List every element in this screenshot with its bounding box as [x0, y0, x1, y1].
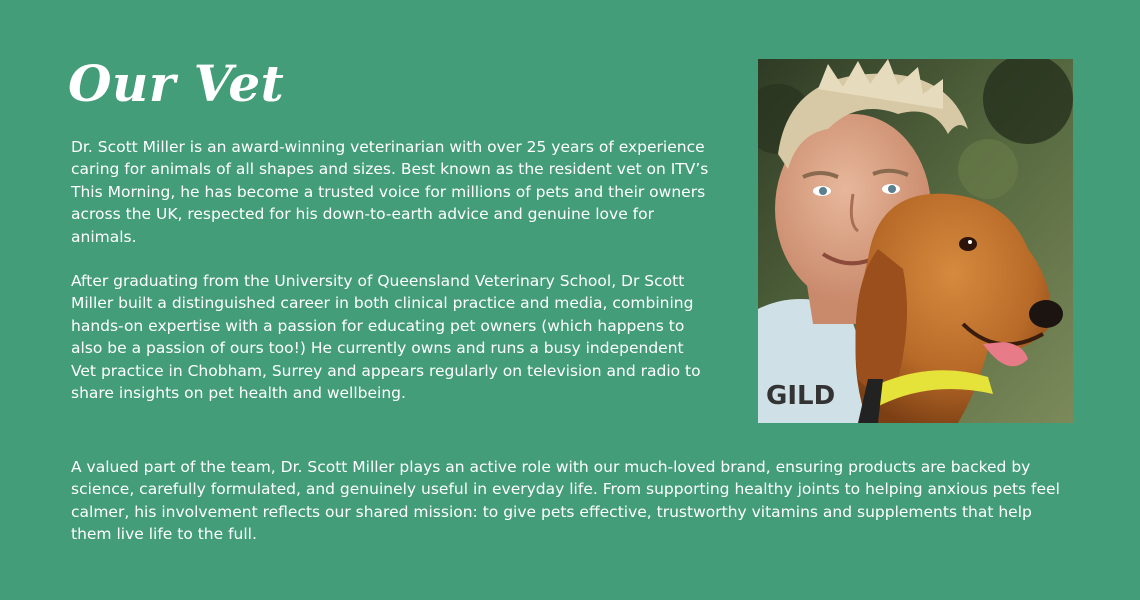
dog-nose — [1029, 300, 1063, 328]
brand-paragraph: A valued part of the team, Dr. Scott Miller plays an active role with our much-loved brand, ensuring products are backed by science, carefully formulated, and genuinely useful in everyday life. From supporting healthy joints to helping anxious pets feel calmer, his involvement reflects our shared mission: to give pets effective, trustworthy vitamins and supplements that help them live life to the full. — [71, 458, 1060, 544]
section-title: Our Vet — [68, 54, 285, 113]
career-paragraph: After graduating from the University of Queensland Veterinary School, Dr Scott Miller built a distinguished career in both clinical practice and media, combining hands-on expertise with a passion for educating pet owners (which happens to also be a passion of ours too!) He currently owns and runs a busy independent Vet practice in Chobham, Surrey and appears regularly on television and radio to share insights on pet health and wellbeing. — [71, 272, 701, 403]
vet-with-dog-photo — [758, 59, 1073, 423]
shirt-print: GILD — [766, 381, 836, 411]
vet-photo-illustration — [758, 59, 1073, 423]
intro-paragraph: Dr. Scott Miller is an award-winning veterinarian with over 25 years of experience caring for animals of all shapes and sizes. Best known as the resident vet on ITV’s This Morning, he has become a trusted voice for millions of pets and their owners across the UK, respected for his down-to-earth advice and genuine love for animals. — [71, 138, 709, 246]
